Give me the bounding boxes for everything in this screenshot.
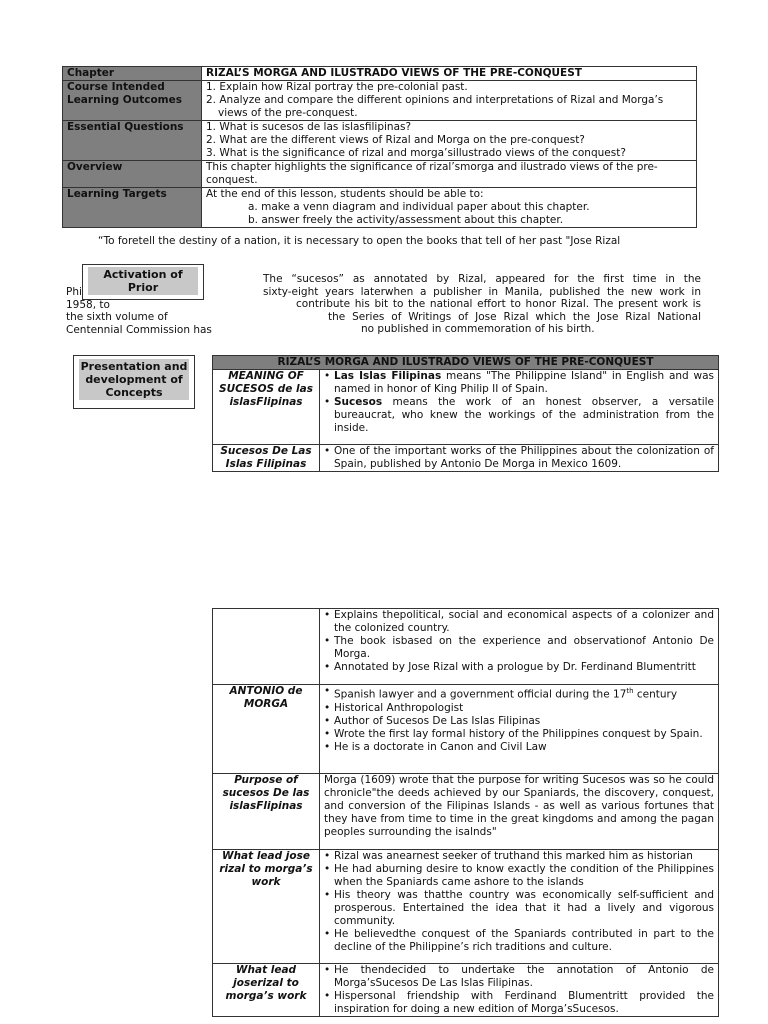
chapter-label: Chapter — [63, 67, 202, 81]
list-item: • He believedthe conquest of the Spaniards contributed in part to the decline of the Philippine’s rich traditions and culture. — [324, 928, 714, 954]
purpose-text: Morga (1609) wrote that the purpose for writing Sucesos was so he could chronicle"the deeds achieved by our Spaniards, the discovery, conquest, and conversion of the Filipinas Islands - as well as various fortunes that they have from time to time in the great kingdoms and among the pagan peoples surrounding the isalnds" — [320, 774, 719, 850]
list-item: • Spanish lawyer and a government official during the 17th century — [324, 685, 714, 702]
list-item: • Las Islas Filipinas means "The Philippine Island" in English and was named in honor of King Philip II of Spain. — [324, 370, 714, 396]
list-item: • Explains thepolitical, social and economical aspects of a colonizer and the colonized country. — [324, 609, 714, 635]
paragraph-line: the Series of Writings of Jose Rizal which the Jose Rizal National — [328, 311, 701, 323]
list-item: • Annotated by Jose Rizal with a prologue by Dr. Ferdinand Blumentritt — [324, 661, 714, 674]
clo-item: views of the pre-conquest. — [218, 107, 358, 119]
eq-label: Essential Questions — [63, 121, 202, 161]
row-label — [213, 609, 320, 685]
list-item: • He thendecided to undertake the annotation of Antonio de Morga’sSucesos De Las Islas Filipinas. — [324, 964, 714, 990]
row-content — [320, 370, 719, 445]
list-item: • Sucesos means the work of an honest observer, a versatile bureaucrat, who knew the workings of the administration from the inside. — [324, 396, 714, 435]
concepts-table — [212, 355, 719, 472]
row-label: What lead joserizal to morga’s work — [213, 964, 320, 1017]
eq-item: 3. What is the significance of rizal and morga’sillustrado views of the conquest? — [206, 147, 626, 159]
row-label: Sucesos De Las Islas Filipinas — [213, 445, 320, 472]
left-fragment: 1958, to — [66, 299, 110, 311]
targets-content — [202, 188, 697, 228]
left-fragment: the sixth volume of — [66, 311, 168, 323]
clo-label: Course Intended Learning Outcomes — [63, 81, 202, 121]
list-item: • Author of Sucesos De Las Islas Filipinas — [324, 715, 714, 728]
overview-label: Overview — [63, 161, 202, 188]
list-item: • Rizal was anearnest seeker of truthand this marked him as historian — [324, 850, 714, 863]
paragraph-line: The “sucesos” as annotated by Rizal, appeared for the first time in the — [263, 273, 701, 285]
eq-content — [202, 121, 697, 161]
left-fragment: Centennial Commission has — [66, 324, 212, 336]
overview-text: This chapter highlights the significance of rizal’smorga and ilustrado views of the pre-conquest. — [202, 161, 697, 188]
details-table — [212, 608, 719, 1017]
list-item: • Wrote the first lay formal history of the Philippines conquest by Spain. — [324, 728, 714, 741]
clo-item: 1. Explain how Rizal portray the pre-colonial past. — [206, 81, 468, 93]
row-label: ANTONIO de MORGA — [213, 685, 320, 774]
row-content — [320, 850, 719, 964]
row-content — [320, 609, 719, 685]
list-item: • His theory was thatthe country was economically self-sufficient and prosperous. Entertained the idea that it had a lively and vigorous community. — [324, 889, 714, 928]
row-content — [320, 445, 719, 472]
presentation-label: Presentation and development of Concepts — [80, 360, 188, 399]
list-item: • He had aburning desire to know exactly the condition of the Philippines when the Spaniards came ashore to the islands — [324, 863, 714, 889]
outcomes-table — [62, 66, 697, 228]
paragraph-line: contribute his bit to the national effort to honor Rizal. The present work is — [296, 298, 701, 310]
list-item: • Hispersonal friendship with Ferdinand Blumentritt provided the inspiration for doing a new edition of Morga’sSucesos. — [324, 990, 714, 1016]
row-label: MEANING OF SUCESOS de las islasFlipinas — [213, 370, 320, 445]
activation-box — [82, 264, 204, 300]
left-fragment: Phi — [66, 286, 82, 298]
targets-label: Learning Targets — [63, 188, 202, 228]
presentation-box — [73, 355, 195, 409]
list-item: • Historical Anthropologist — [324, 702, 714, 715]
row-content — [320, 685, 719, 774]
targets-intro: At the end of this lesson, students should be able to: — [206, 188, 484, 200]
list-item: • One of the important works of the Philippines about the colonization of Spain, published by Antonio De Morga in Mexico 1609. — [324, 445, 714, 471]
list-item: • The book isbased on the experience and observationof Antonio De Morga. — [324, 635, 714, 661]
paragraph-line: sixty-eight years laterwhen a publisher in Manila, published the new work in — [263, 286, 701, 298]
target-item: b. answer freely the activity/assessment about this chapter. — [248, 214, 564, 226]
row-label: Purpose of sucesos De las islasFlipinas — [213, 774, 320, 850]
row-content — [320, 964, 719, 1017]
activation-label: Activation of Prior — [88, 267, 198, 295]
clo-content — [202, 81, 697, 121]
chapter-title: RIZAL’S MORGA AND ILUSTRADO VIEWS OF THE PRE-CONQUEST — [202, 67, 697, 81]
rizal-quote: “To foretell the destiny of a nation, it is necessary to open the books that tell of her past "Jose Rizal — [98, 235, 621, 247]
eq-item: 1. What is sucesos de las islasfilipinas? — [206, 121, 412, 133]
row-label: What lead jose rizal to morga’s work — [213, 850, 320, 964]
concepts-header: RIZAL’S MORGA AND ILUSTRADO VIEWS OF THE PRE-CONQUEST — [213, 356, 719, 370]
list-item: • He is a doctorate in Canon and Civil Law — [324, 741, 714, 754]
eq-item: 2. What are the different views of Rizal and Morga on the pre-conquest? — [206, 134, 585, 146]
clo-item: 2. Analyze and compare the different opinions and interpretations of Rizal and Morga’s — [206, 94, 664, 106]
target-item: a. make a venn diagram and individual paper about this chapter. — [248, 201, 590, 213]
paragraph-line: no published in commemoration of his birth. — [361, 323, 595, 335]
